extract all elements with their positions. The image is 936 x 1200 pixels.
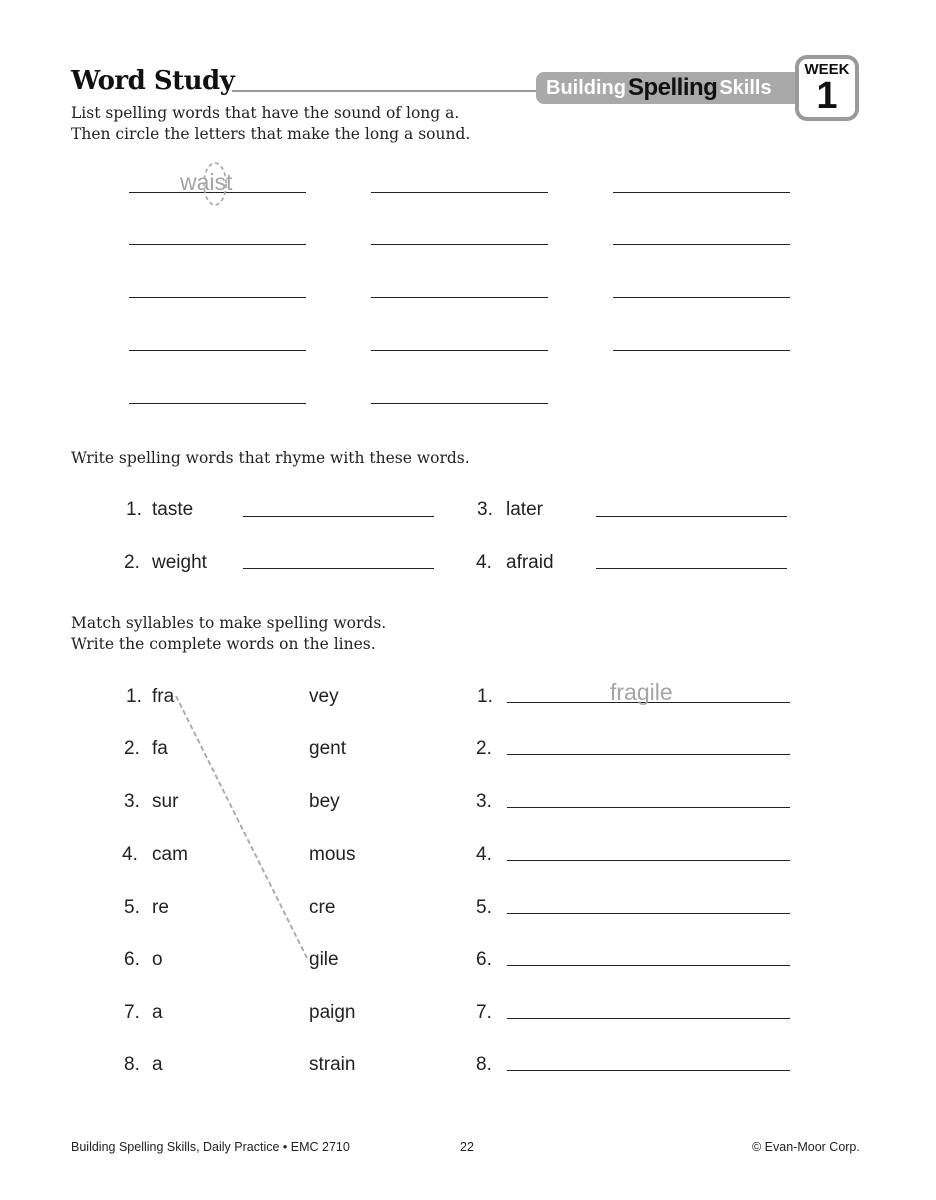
title-divider bbox=[232, 90, 572, 92]
rhyme-answer-blank[interactable] bbox=[596, 516, 787, 517]
syllable-left: re bbox=[152, 897, 169, 918]
rhyme-item-number: 3. bbox=[477, 499, 493, 520]
answer-number: 2. bbox=[476, 738, 492, 759]
rhyme-item-word: afraid bbox=[506, 552, 554, 573]
answer-blank[interactable] bbox=[371, 403, 548, 404]
rhyme-item-number: 1. bbox=[126, 499, 142, 520]
match-answer-blank[interactable] bbox=[507, 965, 790, 966]
answer-number: 3. bbox=[476, 791, 492, 812]
syllable-number: 1. bbox=[126, 686, 142, 707]
series-banner bbox=[536, 72, 806, 104]
rhyme-item-word: later bbox=[506, 499, 543, 520]
match-answer-blank[interactable] bbox=[507, 1070, 790, 1071]
rhyme-item-number: 2. bbox=[124, 552, 140, 573]
rhyme-answer-blank[interactable] bbox=[243, 568, 434, 569]
answer-blank[interactable] bbox=[371, 297, 548, 298]
section3-instruction bbox=[71, 613, 386, 655]
answer-number: 8. bbox=[476, 1054, 492, 1075]
answer-number: 7. bbox=[476, 1002, 492, 1023]
syllable-right: gent bbox=[309, 738, 346, 759]
section1-instruction-line1: List spelling words that have the sound of long a. bbox=[71, 104, 460, 122]
rhyme-item-word: weight bbox=[152, 552, 207, 573]
syllable-right: cre bbox=[309, 897, 336, 918]
answer-blank[interactable] bbox=[613, 192, 790, 193]
footer-copyright: © Evan-Moor Corp. bbox=[752, 1140, 860, 1154]
answer-number: 4. bbox=[476, 844, 492, 865]
answer-blank[interactable] bbox=[371, 244, 548, 245]
rhyme-answer-blank[interactable] bbox=[243, 516, 434, 517]
answer-blank[interactable] bbox=[371, 350, 548, 351]
syllable-number: 5. bbox=[124, 897, 140, 918]
answer-blank[interactable] bbox=[129, 244, 306, 245]
example-match-line bbox=[170, 690, 315, 965]
answer-blank[interactable] bbox=[613, 244, 790, 245]
match-answer-blank[interactable] bbox=[507, 860, 790, 861]
section1-instruction bbox=[71, 103, 470, 145]
syllable-left: sur bbox=[152, 791, 179, 812]
answer-blank[interactable] bbox=[613, 350, 790, 351]
rhyme-item-number: 4. bbox=[476, 552, 492, 573]
page-title: Word Study bbox=[71, 66, 235, 96]
syllable-left: o bbox=[152, 949, 163, 970]
syllable-right: vey bbox=[309, 686, 339, 707]
syllable-right: paign bbox=[309, 1002, 356, 1023]
footer-source: Building Spelling Skills, Daily Practice • EMC 2710 bbox=[71, 1140, 350, 1154]
syllable-number: 7. bbox=[124, 1002, 140, 1023]
rhyme-answer-blank[interactable] bbox=[596, 568, 787, 569]
section2-instruction: Write spelling words that rhyme with these words. bbox=[71, 449, 470, 467]
syllable-right: strain bbox=[309, 1054, 356, 1075]
syllable-left: fa bbox=[152, 738, 168, 759]
syllable-number: 4. bbox=[122, 844, 138, 865]
syllable-number: 2. bbox=[124, 738, 140, 759]
banner-building: Building bbox=[546, 76, 626, 99]
match-answer-blank[interactable] bbox=[507, 807, 790, 808]
syllable-left: cam bbox=[152, 844, 188, 865]
banner-skills: Skills bbox=[719, 76, 772, 99]
answer-number: 1. bbox=[477, 686, 493, 707]
syllable-left: a bbox=[152, 1054, 163, 1075]
answer-blank[interactable] bbox=[371, 192, 548, 193]
section3-instruction-line2: Write the complete words on the lines. bbox=[71, 635, 376, 653]
answer-blank[interactable] bbox=[129, 350, 306, 351]
banner-spelling: Spelling bbox=[627, 74, 718, 101]
section3-instruction-line1: Match syllables to make spelling words. bbox=[71, 614, 387, 632]
week-label: WEEK bbox=[804, 61, 850, 78]
page-number: 22 bbox=[460, 1140, 474, 1154]
syllable-number: 6. bbox=[124, 949, 140, 970]
match-answer-blank[interactable] bbox=[507, 1018, 790, 1019]
syllable-left: fra bbox=[152, 686, 175, 707]
example-answer-fragile: fragile bbox=[610, 679, 673, 705]
syllable-right: gile bbox=[309, 949, 339, 970]
answer-blank[interactable] bbox=[129, 297, 306, 298]
syllable-number: 8. bbox=[124, 1054, 140, 1075]
answer-blank[interactable] bbox=[129, 403, 306, 404]
example-circle-mark bbox=[200, 160, 230, 208]
syllable-right: mous bbox=[309, 844, 356, 865]
rhyme-item-word: taste bbox=[152, 499, 194, 520]
example-word-waist: waist bbox=[180, 169, 233, 195]
syllable-right: bey bbox=[309, 791, 340, 812]
week-badge bbox=[795, 55, 859, 121]
syllable-number: 3. bbox=[124, 791, 140, 812]
answer-blank[interactable] bbox=[613, 297, 790, 298]
answer-number: 5. bbox=[476, 897, 492, 918]
match-answer-blank[interactable] bbox=[507, 754, 790, 755]
week-number: 1 bbox=[816, 75, 838, 117]
match-answer-blank[interactable] bbox=[507, 913, 790, 914]
section1-instruction-line2: Then circle the letters that make the long a sound. bbox=[71, 125, 471, 143]
answer-number: 6. bbox=[476, 949, 492, 970]
syllable-left: a bbox=[152, 1002, 163, 1023]
